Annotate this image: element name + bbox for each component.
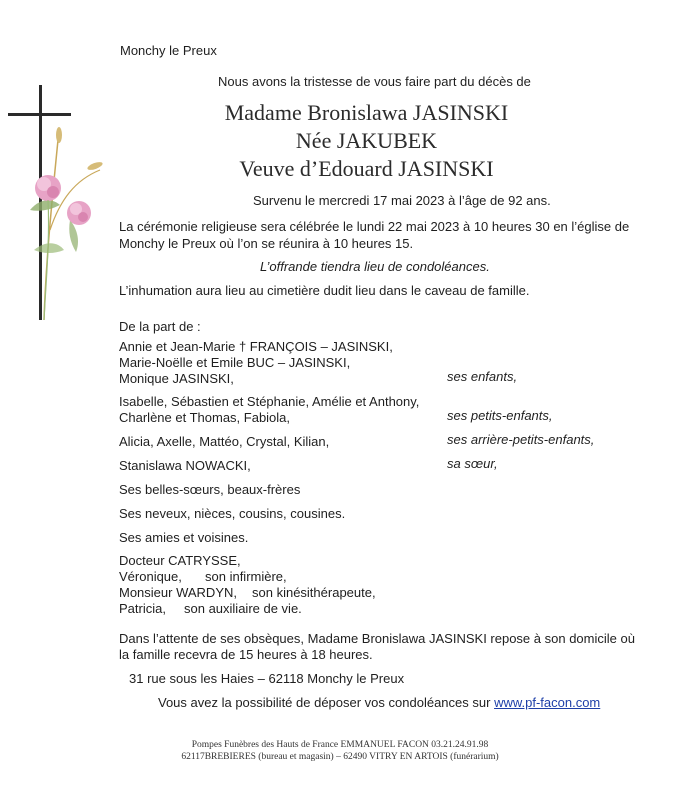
family-grandchildren-line: Charlène et Thomas, Fabiola, xyxy=(119,410,291,425)
family-children-line: Annie et Jean-Marie † FRANÇOIS – JASINSKI, xyxy=(119,339,393,354)
condolences-link[interactable]: www.pf-facon.com xyxy=(494,695,601,710)
death-date: Survenu le mercredi 17 mai 2023 à l’âge de 92 ans. xyxy=(253,193,551,208)
caregiver-role: son kinésithérapeute, xyxy=(252,585,376,600)
announcement-intro: Nous avons la tristesse de vous faire part du décès de xyxy=(218,74,531,89)
caregiver-name: Docteur CATRYSSE, xyxy=(119,553,241,568)
family-sister: Stanislawa NOWACKI, xyxy=(119,458,251,473)
family-nephews: Ses neveux, nièces, cousins, cousines. xyxy=(119,506,346,521)
family-friends: Ses amies et voisines. xyxy=(119,530,249,545)
footer-line-2: 62117BREBIERES (bureau et magasin) – 62490 VITRY EN ARTOIS (funérarium) xyxy=(181,752,499,762)
condolences-line xyxy=(158,694,600,711)
leaf xyxy=(30,200,60,211)
greatgrandchildren-role: ses arrière-petits-enfants, xyxy=(447,432,595,447)
family-greatgrandchildren: Alicia, Axelle, Mattéo, Crystal, Kilian, xyxy=(119,434,330,449)
offering-note: L’offrande tiendra lieu de condoléances. xyxy=(260,259,490,274)
sister-role: sa sœur, xyxy=(447,456,498,471)
footer-line-1: Pompes Funèbres des Hauts de France EMMANUEL FACON 03.21.24.91.98 xyxy=(191,740,489,750)
pink-rose-lower xyxy=(67,201,91,225)
caregiver-name: Patricia, xyxy=(119,601,166,616)
widow-of: Veuve d’Edouard JASINSKI xyxy=(239,156,494,181)
town-heading: Monchy le Preux xyxy=(120,43,217,58)
deceased-name: Madame Bronislawa JASINSKI xyxy=(224,100,509,125)
caregiver-role: son auxiliaire de vie. xyxy=(184,601,302,616)
children-role: ses enfants, xyxy=(447,369,518,384)
grandchildren-role: ses petits-enfants, xyxy=(447,408,553,423)
burial-info: L’inhumation aura lieu au cimetière dudit lieu dans le caveau de famille. xyxy=(119,283,530,298)
condolences-text: Vous avez la possibilité de déposer vos condoléances sur xyxy=(158,695,491,710)
caregiver-role: son infirmière, xyxy=(205,569,287,584)
rest-line-1: Dans l’attente de ses obsèques, Madame Bronislawa JASINSKI repose à son domicile où xyxy=(119,631,635,646)
ceremony-line-1: La cérémonie religieuse sera célébrée le lundi 22 mai 2023 à 10 heures 30 en l’église de xyxy=(119,219,630,234)
family-children-line: Monique JASINSKI, xyxy=(119,371,234,386)
rest-line-2: la famille recevra de 15 heures à 18 heures. xyxy=(119,647,373,662)
from-label: De la part de : xyxy=(119,319,201,334)
maiden-name: Née JAKUBEK xyxy=(295,128,438,153)
family-grandchildren-line: Isabelle, Sébastien et Stéphanie, Amélie et Anthony, xyxy=(119,394,420,409)
family-children-line: Marie-Noëlle et Emile BUC – JASINSKI, xyxy=(119,355,351,370)
family-inlaws: Ses belles-sœurs, beaux-frères xyxy=(119,482,301,497)
caregiver-name: Monsieur WARDYN, xyxy=(119,585,237,600)
home-address: 31 rue sous les Haies – 62118 Monchy le Preux xyxy=(129,671,405,686)
ceremony-line-2: Monchy le Preux où l’on se réunira à 10 heures 15. xyxy=(119,236,414,251)
caregiver-name: Véronique, xyxy=(119,569,182,584)
